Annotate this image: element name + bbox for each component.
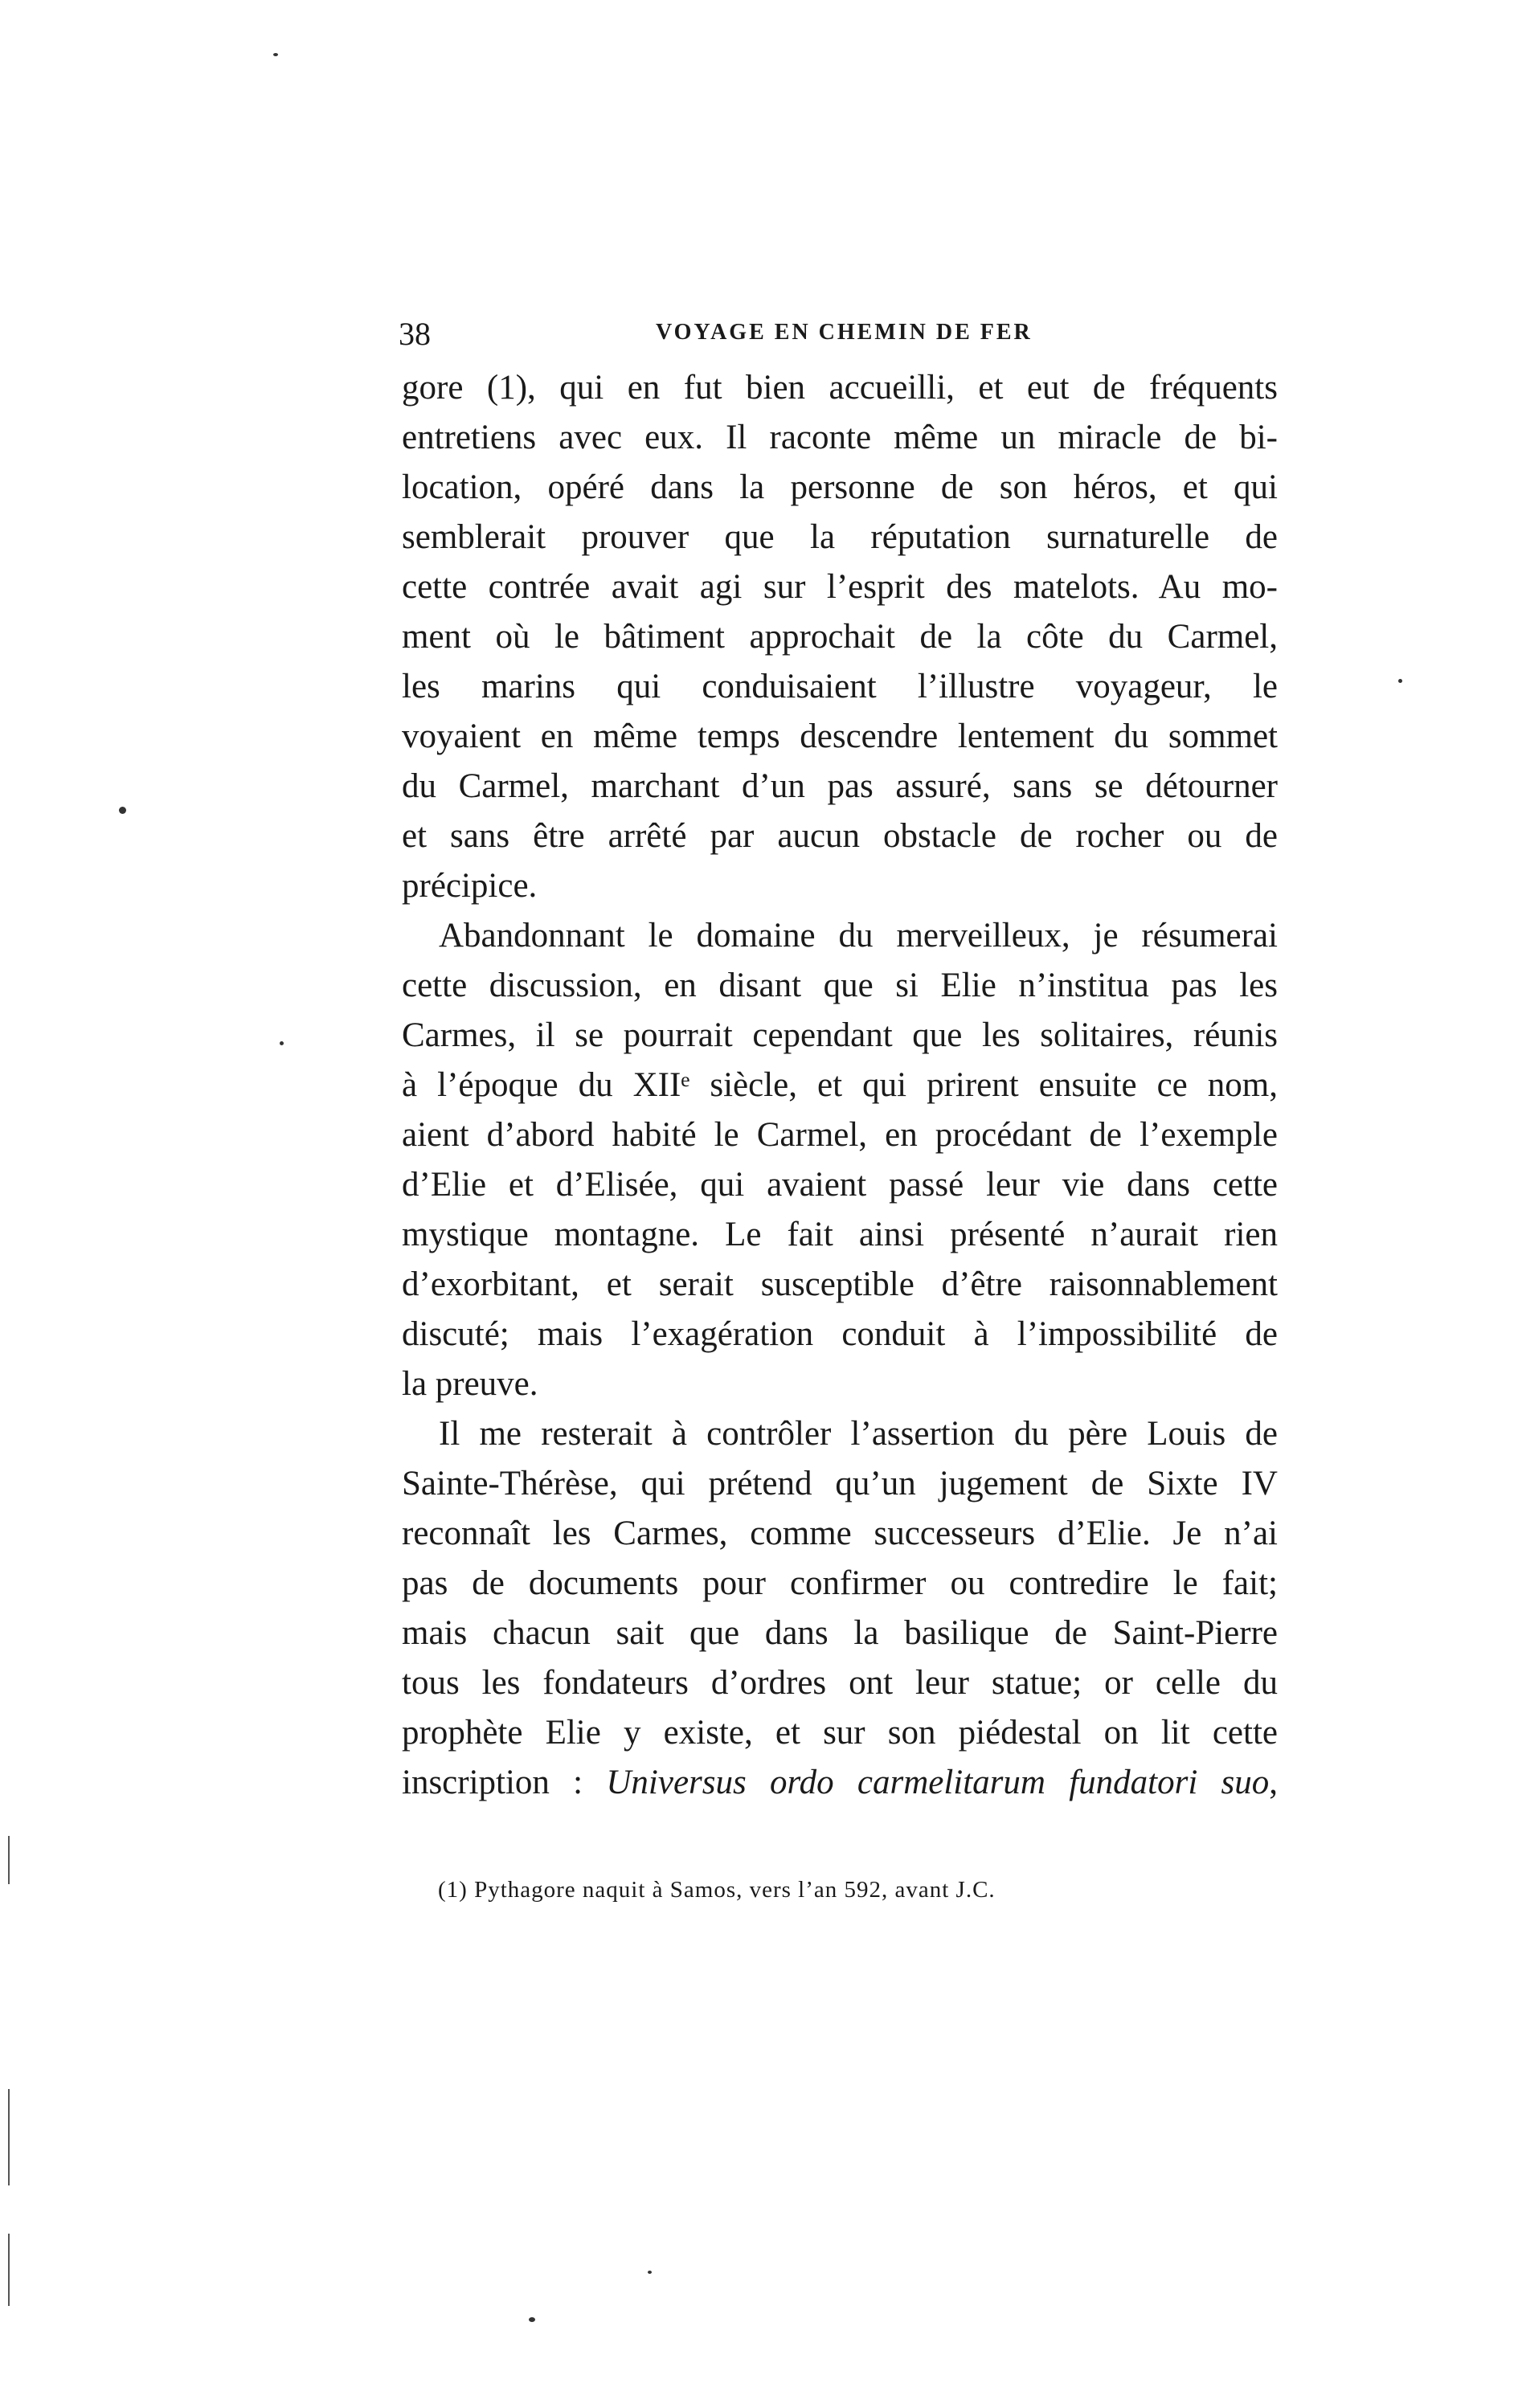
page-number: 38	[399, 316, 431, 352]
inscription-suffix: ,	[1269, 1764, 1279, 1801]
scan-speck	[648, 2271, 652, 2274]
scan-speck	[119, 807, 126, 814]
text-line: reconnaît les Carmes, comme successeurs d’Elie. Je n’ai	[402, 1515, 1278, 1552]
paragraph-2	[402, 911, 1278, 1409]
scan-edge-mark	[8, 2089, 10, 2185]
scan-speck	[1398, 679, 1402, 683]
text-line: les marins qui conduisaient l’illustre voyageur, le	[402, 668, 1278, 705]
page-header	[399, 315, 1275, 357]
scan-edge-mark	[8, 1836, 10, 1884]
text-line: prophète Elie y existe, et sur son piédestal on lit cette	[402, 1714, 1278, 1752]
text-line: voyaient en même temps descendre lentement du sommet	[402, 717, 1278, 755]
paragraph-1	[402, 363, 1278, 911]
text-line: mais chacun sait que dans la basilique de Saint-Pierre	[402, 1614, 1278, 1652]
text-line: cette discussion, en disant que si Elie n’institua pas les	[402, 967, 1278, 1004]
text-line: aient d’abord habité le Carmel, en procédant de l’exemple	[402, 1116, 1278, 1154]
text-line: pas de documents pour confirmer ou contredire le fait;	[402, 1564, 1278, 1602]
latin-inscription: Universus ordo carmelitarum fundatori suo	[606, 1764, 1270, 1801]
text-line: d’Elie et d’Elisée, qui avaient passé leur vie dans cette	[402, 1166, 1278, 1204]
text-line: gore (1), qui en fut bien accueilli, et eut de fréquents	[402, 369, 1278, 407]
footnote: (1) Pythagore naquit à Samos, vers l’an 592, avant J.C.	[438, 1877, 996, 1903]
text-line: à l’époque du XIIᵉ siècle, et qui prirent ensuite ce nom,	[402, 1066, 1278, 1104]
text-line: précipice.	[402, 867, 538, 905]
text-line: Abandonnant le domaine du merveilleux, je résumerai	[439, 917, 1278, 955]
text-line: entretiens avec eux. Il raconte même un miracle de bi-	[402, 419, 1278, 456]
paragraph-3	[402, 1409, 1278, 1808]
inscription-prefix: inscription :	[402, 1764, 607, 1801]
text-line: d’exorbitant, et serait susceptible d’être raisonnablement	[402, 1265, 1278, 1303]
text-line: ment où le bâtiment approchait de la côte du Carmel,	[402, 618, 1278, 656]
text-line: la preuve.	[402, 1365, 538, 1403]
scan-speck	[273, 53, 278, 56]
text-line: Carmes, il se pourrait cependant que les solitaires, réunis	[402, 1016, 1278, 1054]
text-line: mystique montagne. Le fait ainsi présenté n’aurait rien	[402, 1216, 1278, 1253]
text-line: Sainte-Thérèse, qui prétend qu’un jugement de Sixte IV	[402, 1465, 1278, 1502]
text-line: discuté; mais l’exagération conduit à l’impossibilité de	[402, 1315, 1278, 1353]
text-line: location, opéré dans la personne de son héros, et qui	[402, 468, 1278, 506]
text-line: tous les fondateurs d’ordres ont leur statue; or celle du	[402, 1664, 1278, 1702]
scan-speck	[529, 2317, 535, 2322]
text-line: Il me resterait à contrôler l’assertion du père Louis de	[439, 1415, 1278, 1453]
running-title: VOYAGE EN CHEMIN DE FER	[656, 320, 1033, 345]
body-text	[402, 363, 1278, 1808]
text-line: et sans être arrêté par aucun obstacle de rocher ou de	[402, 817, 1278, 855]
text-line: du Carmel, marchant d’un pas assuré, sans se détourner	[402, 767, 1278, 805]
scan-speck	[280, 1041, 284, 1045]
text-line-final	[402, 1758, 1278, 1808]
scan-edge-mark	[8, 2234, 10, 2306]
text-line: cette contrée avait agi sur l’esprit des matelots. Au mo-	[402, 568, 1278, 606]
text-line: semblerait prouver que la réputation surnaturelle de	[402, 518, 1278, 556]
